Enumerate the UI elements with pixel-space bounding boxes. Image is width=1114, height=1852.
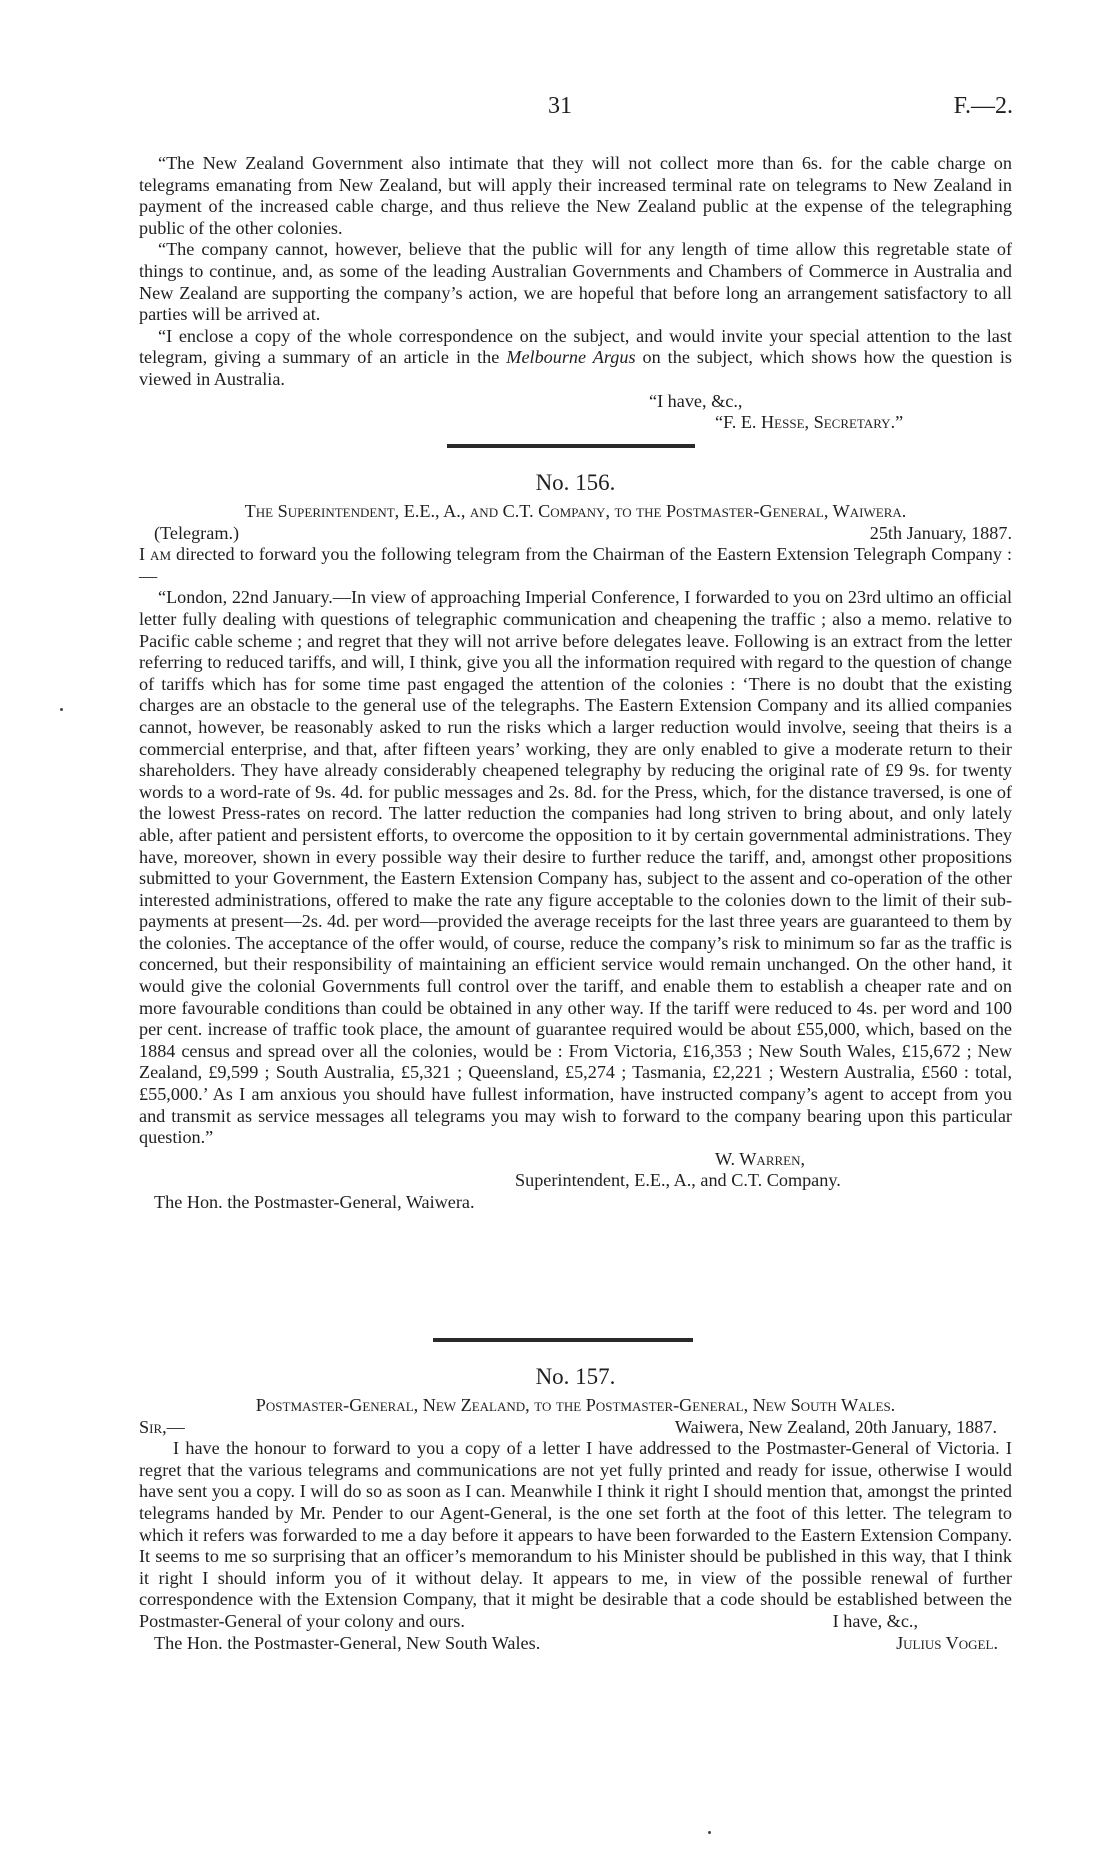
paragraph: “I enclose a copy of the whole correspondence on the subject, and would invite your special attention to the last telegram, giving a summary of an article in the Melbourne Argus on the subject, which shows how the question is viewed in Australia. — [139, 325, 1013, 389]
paper-speck — [708, 1831, 711, 1834]
telegram-line — [139, 523, 1012, 545]
paragraph: “The company cannot, however, believe that the public will for any length of time allow this regretable state of things to continue, and, as some of the leading Australian Governments and Chambers of Commerce in Australia and New Zealand are supporting the company’s action, we are hopeful that before long an arrangement satisfactory to all parties will be arrived at. — [139, 239, 1012, 325]
closing: “I have, &c., — [649, 390, 743, 411]
page-reference: F.—2. — [953, 93, 1013, 119]
newspaper-title: Melbourne Argus — [506, 347, 636, 368]
paper-speck — [60, 708, 63, 711]
page-header — [0, 93, 1114, 126]
addressee-line — [139, 1633, 1012, 1655]
section-title: No. 157. — [535, 1364, 616, 1389]
signature: “F. E. Hesse, Secretary.” — [715, 412, 904, 433]
telegram-body: “London, 22nd January.—In view of approaching Imperial Conference, I forwarded to you on 23rd ultimo an official letter fully dealing with questions of telegraphic communication and cheapening the traffic ; also a memo. relative to Pacific cable scheme ; and regret that they will not arrive before delegates leave. Following is an extract from the letter referring to reduced tariffs, and will, I think, give you all the information required with regard to the question of change of tariffs which has for some time past engaged the attention of the colonies : ‘There is no doubt that the existing charges are an obstacle to the general use of the telegraphs. The Eastern Extension Company and its allied companies cannot, however, be reasonably asked to run the risks which a larger reduction would involve, seeing that theirs is a commercial enterprise, and that, after fifteen years’ working, they are only enabled to give a moderate return to their shareholders. They have already considerably cheapened telegraphy by reducing the original rate of £9 9s. for twenty words to a word-rate of 9s. 4d. for public messages and 2s. 8d. for the Press, which, for the distance traversed, is one of the lowest Press-rates on record. The latter reduction the companies had long striven to bring about, and only lately able, after patient and persistent efforts, to overcome the opposition to it by certain governmental administrations. They have, moreover, shown in every possible way their desire to further reduce the tariff, and, amongst other propositions submitted to your Government, the Eastern Extension Company has, subject to the assent and co-operation of the other interested administrations, offered to make the rate any figure acceptable to the colonies down to the limit of their sub-payments at present—2s. 4d. per word—provided the average receipts for the last three years are guaranteed to them by the colonies. The acceptance of the offer would, of course, reduce the company’s risk to minimum so far as the traffic is concerned, but their responsibility of maintaining an efficient service would remain unchanged. On the other hand, it would give the colonial Governments full control over the tariff, and enable them to establish a cheaper rate and on more favourable conditions than could be obtained in any other way. If the tariff were reduced to 4s. per word and 100 per cent. increase of traffic took place, the amount of guarantee required would be about £55,000, which, based on the 1884 census and spread over all the colonies, would be : From Victoria, £16,353 ; New South Wales, £15,672 ; New Zealand, £9,599 ; South Australia, £5,321 ; Queensland, £5,274 ; Tasmania, £2,221 ; Western Australia, £560 : total, £55,000.’ As I am anxious you should have fullest information, have instructed company’s agent to accept from you and transmit as service messages all telegrams you may wish to forward to the company bearing upon this particular question.” — [139, 587, 1012, 1148]
date: 25th January, 1887. — [869, 522, 1012, 543]
document-type: (Telegram.) — [154, 522, 240, 543]
page-number: 31 — [548, 93, 572, 119]
closing: I have, &c., — [832, 1610, 918, 1631]
section-no-157 — [139, 1364, 1012, 1654]
section-title: No. 156. — [535, 470, 616, 495]
section-continuation — [139, 153, 1012, 434]
paragraph: “The New Zealand Government also intimate that they will not collect more than 6s. for the cable charge on telegrams emanating from New Zealand, but will apply their increased terminal rate on telegrams to New Zealand in payment of the increased cable charge, and thus relieve the New Zealand public at the expense of the telegraphing public of the other colonies. — [139, 153, 1012, 238]
section-divider — [433, 1338, 693, 1342]
section-subtitle: Postmaster-General, New Zealand, to the Postmaster-General, New South Wales. — [255, 1395, 896, 1415]
salutation: Sir,— — [139, 1416, 185, 1437]
place-date: Waiwera, New Zealand, 20th January, 1887. — [674, 1416, 997, 1437]
section-no-156 — [139, 470, 1012, 1214]
signature: Julius Vogel. — [896, 1632, 998, 1653]
signature: W. Warren, — [715, 1148, 806, 1169]
salutation-line — [139, 1417, 1012, 1439]
letter-body: I have the honour to forward to you a copy of a letter I have addressed to the Postmaster-General of Victoria. I regret that the various telegrams and communications are not yet fully printed and ready for issue, otherwise I would have sent you a copy. I will do so as soon as I can. Meanwhile I think it right I should mention that, amongst the printed telegrams handed by Mr. Pender to our Agent-General, is the one set forth at the foot of this letter. The telegram to which it refers was forwarded to me a day before it appears to have been forwarded to the Eastern Extension Company. It seems to me so surprising that an officer’s memorandum to his Minister should be published in this way, that I think it right I should inform you of it without delay. It appears to me, in view of the possible renewal of further correspondence with the Extension Company, that it might be desirable that a code should be established between the Postmaster-General of your colony and ours. — [139, 1438, 1012, 1631]
signatory-title: Superintendent, E.E., A., and C.T. Company. — [515, 1170, 841, 1191]
addressee: The Hon. the Postmaster-General, Waiwera. — [154, 1192, 475, 1212]
section-subtitle: The Superintendent, E.E., A., and C.T. Company, to the Postmaster-General, Waiwera. — [244, 501, 907, 521]
section-divider — [447, 444, 695, 448]
intro: I am directed to forward you the following telegram from the Chairman of the Eastern Extension Telegraph Company :— — [139, 544, 1012, 586]
addressee: The Hon. the Postmaster-General, New South Wales. — [154, 1632, 541, 1653]
